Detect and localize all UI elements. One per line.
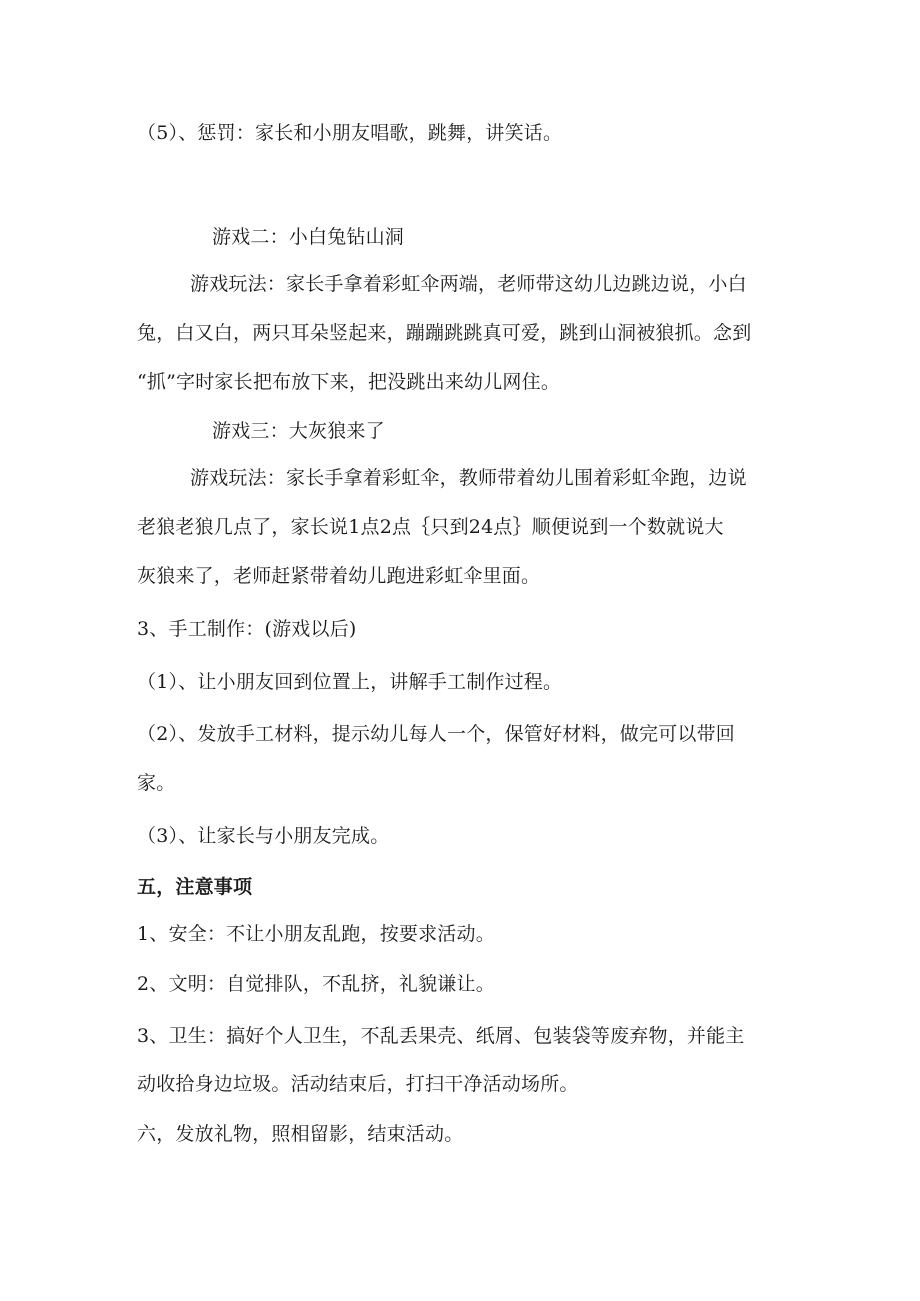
civility-item: 2、文明：自觉排队，不乱挤，礼貌谦让。 (137, 973, 495, 995)
handicraft-step-2-line-1: （2）、发放手工材料，提示幼儿每人一个，保管好材料，做完可以带回 (137, 723, 735, 745)
handicraft-step-2-line-2: 家。 (137, 772, 176, 794)
game-two-rules-line-3: “抓”字时家长把布放下来，把没跳出来幼儿网住。 (137, 371, 561, 393)
handicraft-heading: 3、手工制作：(游戏以后) (137, 618, 357, 640)
safety-item: 1、安全：不让小朋友乱跑，按要求活动。 (137, 923, 495, 945)
handicraft-step-1: （1）、让小朋友回到位置上，讲解手工制作过程。 (137, 671, 563, 693)
game-two-rules-line-2: 兔，白又白，两只耳朵竖起来，蹦蹦跳跳真可爱，跳到山洞被狼抓。念到 (137, 322, 752, 344)
game-three-heading: 游戏三：大灰狼来了 (212, 420, 385, 442)
hygiene-item-line-1: 3、卫生：搞好个人卫生，不乱丢果壳、纸屑、包装袋等废弃物，并能主 (137, 1025, 745, 1047)
punishment-item: （5）、惩罚：家长和小朋友唱歌，跳舞，讲笑话。 (137, 122, 563, 144)
game-three-rules-line-2: 老狼老狼几点了，家长说1点2点｛只到24点｝顺便说到一个数就说大 (137, 516, 724, 538)
game-two-heading: 游戏二：小白兔钻山洞 (212, 226, 405, 248)
handicraft-step-3: （3）、让家长与小朋友完成。 (137, 825, 390, 847)
section-five-heading: 五，注意事项 (137, 876, 253, 898)
hygiene-item-line-2: 动收拾身边垃圾。活动结束后，打扫干净活动场所。 (137, 1073, 579, 1095)
game-three-rules-line-3: 灰狼来了，老师赶紧带着幼儿跑进彩虹伞里面。 (137, 565, 541, 587)
section-six-line: 六，发放礼物，照相留影，结束活动。 (137, 1123, 464, 1145)
game-two-rules-line-1: 游戏玩法：家长手拿着彩虹伞两端，老师带这幼儿边跳边说，小白 (190, 273, 747, 295)
game-three-rules-line-1: 游戏玩法：家长手拿着彩虹伞，教师带着幼儿围着彩虹伞跑，边说 (190, 467, 747, 489)
